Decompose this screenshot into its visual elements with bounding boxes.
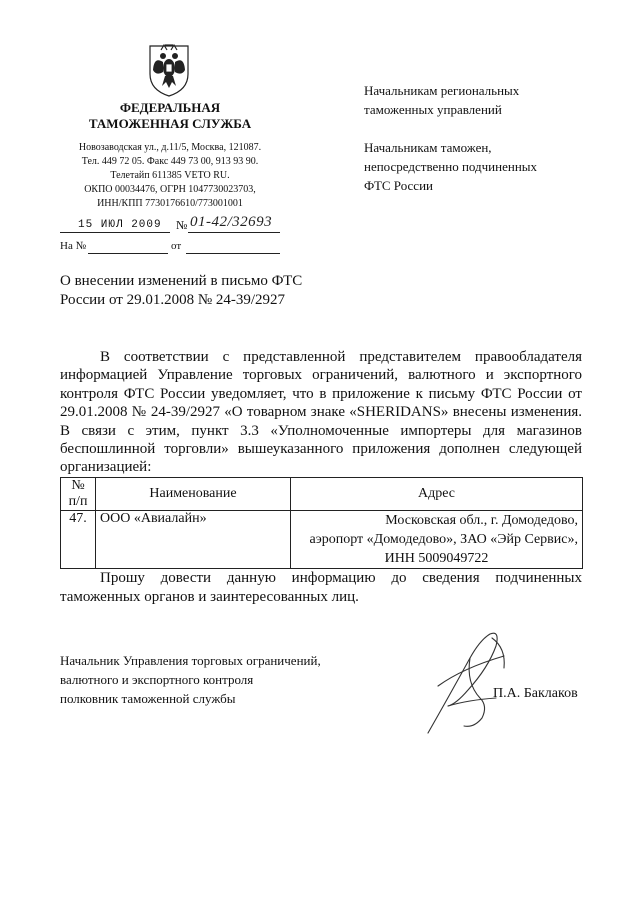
coat-of-arms-emblem [146,40,192,98]
position-line: Начальник Управления торговых ограничений, [60,653,321,668]
subject-line: России от 29.01.2008 № 24-39/2927 [60,292,286,308]
addressee-regional-administrations [364,81,604,119]
position-line: валютного и экспортного контроля [60,672,254,687]
contact-line: Новозаводская ул., д.11/5, Москва, 121087. [78,142,262,153]
reference-number-field [88,253,168,254]
registration-number: 01-42/32693 [190,214,273,230]
organizations-table [60,477,583,569]
date-underline [60,232,170,233]
contact-line: Тел. 449 72 05. Факс 449 73 00, 913 93 90. [81,156,259,167]
table-row [61,511,583,569]
reference-number-label: На № [60,240,87,252]
addressee-customs-offices [364,138,604,195]
addressee-line: Начальникам региональных [364,83,520,98]
row-address [291,511,583,569]
position-line: полковник таможенной службы [60,691,236,706]
addressee-line: Начальникам таможен, [364,140,492,155]
contact-line: ОКПО 00034476, ОГРН 1047730023703, [84,184,256,195]
table-header-row [61,478,583,511]
org-name-line2: ТАМОЖЕННАЯ СЛУЖБА [88,116,252,131]
closing-paragraph: Прошу довести данную информацию до сведения подчиненных таможенных органов и заинтересованных лиц. [60,570,582,605]
header-number-line2: п/п [68,494,88,509]
contact-line: Телетайп 611385 VETO RU. [110,170,230,181]
header-number [61,478,96,511]
registration-date: 15 ИЮЛ 2009 [78,219,162,231]
subject-line: О внесении изменений в письмо ФТС [60,273,303,289]
contact-line: ИНН/КПП 7730176610/773001001 [97,198,243,209]
body-paragraph: В соответствии с представленной представителем правообладателя информацией Управление торговых ограничений, валютного и экспортного контроля ФТС России уведомляет, что в приложение к письму ФТС России от 29.01.2008 № 24-39/2927 «О товарном знаке «SHERIDANS» внесены изменения. В связи с этим, пункт 3.3 «Уполномоченные импортеры для магазинов беспошлинной торговли» вышеуказанного приложения дополнен следующей организацией: [60,349,582,476]
handwritten-signature [408,628,518,738]
address-line: Московская обл., г. Домодедово, [385,513,578,528]
signer-position [60,651,380,708]
signer-name: П.А. Баклаков [493,686,578,701]
address-line: аэропорт «Домодедово», ЗАО «Эйр Сервис», [309,532,578,547]
registration-number-label: № [176,218,188,232]
address-line: ИНН 5009049722 [384,551,489,566]
row-number: 47. [61,511,96,569]
addressee-line: ФТС России [364,178,433,193]
row-name: ООО «Авиалайн» [96,511,291,569]
reference-date-label: от [171,240,182,252]
letter-subject [60,272,360,310]
org-name-line1: ФЕДЕРАЛЬНАЯ [119,100,221,115]
addressee-line: таможенных управлений [364,102,502,117]
org-contacts [60,141,280,211]
number-underline [188,232,280,233]
reference-date-field [186,253,280,254]
org-title [60,100,280,132]
header-number-line1: № [71,478,85,493]
addressee-line: непосредственно подчиненных [364,159,538,174]
header-address: Адрес [291,478,583,511]
header-name: Наименование [96,478,291,511]
